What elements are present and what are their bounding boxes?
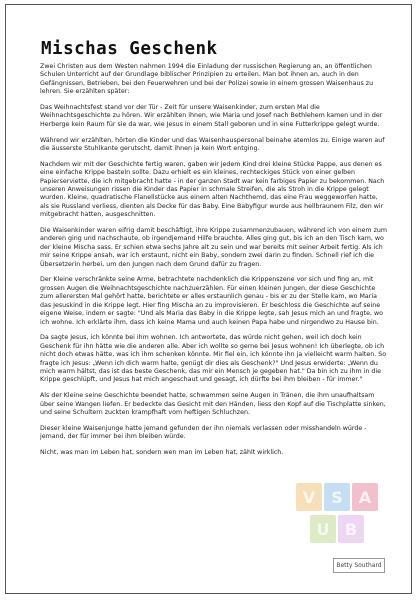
paragraph-moral: Nicht, was man im Leben hat, sondern wen man im Leben hat, zählt wirklich.: [40, 448, 284, 456]
watermark-letter: A: [358, 488, 372, 507]
paragraph-intro: Zwei Christen aus dem Westen nahmen 1994 die Einladung der russischen Regierung an, an öffentlichen Schulen Unterricht auf der Grundlage biblischer Prinzipien zu erteilen. Man bot ihnen an, auch in den Gefängnissen, Betrieben, bei den Feuerwehren und bei der Polizei sowie in einem grossen Waisenhaus zu lehren. Sie erzählten später:: [40, 63, 374, 96]
paragraph-retelling: Der Kleine verschränkte seine Arme, betrachtete nachdenklich die Krippenszene vor sich und fing an, mit grossen Augen die Weihnachtsgeschichte nachzuerzählen. Für einen kleinen Jungen, der diese Geschichte zum allerersten Mal gehört hatte, berichtete er alles erstaunlich genau - bis er zu der Stelle kam, wo Maria das Jesuskind in die Krippe legt. Hier fing Mischa an zu improvisieren. Er beschloss die Geschichte auf seine eigene Weise, indem er sagte: "Und als Maria das Baby in die Krippe legte, sah Jesus mich an und fragte, wo ich wohne. Ich erklärte ihm, dass ich keine Mama und auch keinen Papa habe und nirgendwo zu Hause bin.: [40, 276, 383, 326]
paragraph-found: Dieser kleine Waisenjunge hatte jemand gefunden der ihn niemals verlassen oder misshandeln würde - jemand, der für immer bei ihm bleiben würde.: [40, 424, 367, 441]
paragraph-listening: Während wir erzählten, hörten die Kinder und das Waisenhauspersonal beinahe atemlos zu. Einige waren auf die äusserste Stuhlkante gerutscht, damit ihnen ja kein Wort entging.: [40, 136, 385, 153]
watermark-letter: U: [316, 520, 330, 539]
document-title: Mischas Geschenk: [41, 39, 218, 59]
paragraph-tears: Als der Kleine seine Geschichte beendet hatte, schwammen seine Augen in Tränen, die ihm unaufhaltsam über seine Wangen liefen. Er bedeckte das Gesicht mit den Händen, liess den Kopf auf die Tischplatte sinken, und seine Schultern zuckten krampfhaft vom heftigen Schluchzen.: [40, 392, 386, 416]
story-body: [40, 63, 387, 465]
watermark-letter: S: [331, 488, 343, 507]
watermark-tiles: [296, 483, 380, 557]
paragraph-christmas: Das Weihnachtsfest stand vor der Tür - Zeit für unsere Waisenkinder, zum ersten Mal die Weihnachtsgeschichte zu hören. Wir erzählten ihnen, wie Maria und Josef nach Bethlehem kamen und in der Herberge kein Raum für sie da war, wie Jesus in einem Stall geboren und in eine Futterkrippe gelegt wurde.: [40, 104, 383, 128]
watermark-letter: B: [344, 520, 358, 539]
publisher-watermark-logo: [296, 483, 380, 557]
author-signature: Betty Southard: [333, 558, 385, 573]
paragraph-crafting: Nachdem wir mit der Geschichte fertig waren, gaben wir jedem Kind drei kleine Stücke Pappe, aus denen es eine einfache Krippe basteln sollte. Dazu erhielt es ein kleines, rechteckiges Stück von einer gelben Papierserviette, die ich mitgebracht hatte - in der ganzen Stadt war kein farbiges Papier zu bekommen. Nach unseren Anweisungen rissen die Kinder das Papier in schmale Streifen, die als Stroh in die Krippe gelegt wurden. Kleine, quadratische Flanellstücke aus einem alten Nachthemd, das eine Frau weggeworfen hatte, als sie Russland verliess, dienten als Decke für das Baby. Eine Babyfigur wurde aus hellbraunem Filz, den wir mitgebracht hatten, ausgeschnitten.: [40, 160, 385, 219]
watermark-letter: V: [302, 488, 316, 507]
worksheet-page: [5, 4, 412, 594]
paragraph-gift: Da sagte Jesus, ich könnte bei ihm wohnen. Ich antwortete, das würde nicht gehen, weil ich doch kein Geschenk für ihn hätte wie die anderen alle. Aber ich wollte so gerne bei Jesus wohnen! Ich überlegte, ob ich nicht doch etwas hätte, was ich ihm schenken könnte. Mir fiel ein, ich könnte ihn ja vielleicht warm halten. So fragte ich Jesus: „Wenn ich dich warm halte, genügt dir dies als Geschenk?" Und Jesus erwiderte: „Wenn du mich warm hältst, das ist das beste Geschenk, das mir ein Mensch je gegeben hat." Da bin ich zu ihm in die Krippe geschlüpft, und Jesus hat mich angeschaut und gesagt, ich dürfte bei ihm bleiben - für immer.": [40, 334, 387, 384]
paragraph-mischa: Die Waisenkinder waren eifrig damit beschäftigt, ihre Krippe zusammenzubauen, während ich von einem zum anderen ging und nachschaute, ob irgendjemand Hilfe brauchte. Alles ging gut, bis ich an den Tisch kam, wo der kleine Mischa sass. Er schien etwa sechs Jahre alt zu sein und war bereits mit seiner Arbeit fertig. Als ich mir seine Krippe ansah, war ich erstaunt, nicht ein Baby, sondern zwei darin zu finden. Schnell rief ich die Übersetzerin herbei, um den Jungen nach dem Grund dafür zu fragen.: [40, 227, 387, 268]
